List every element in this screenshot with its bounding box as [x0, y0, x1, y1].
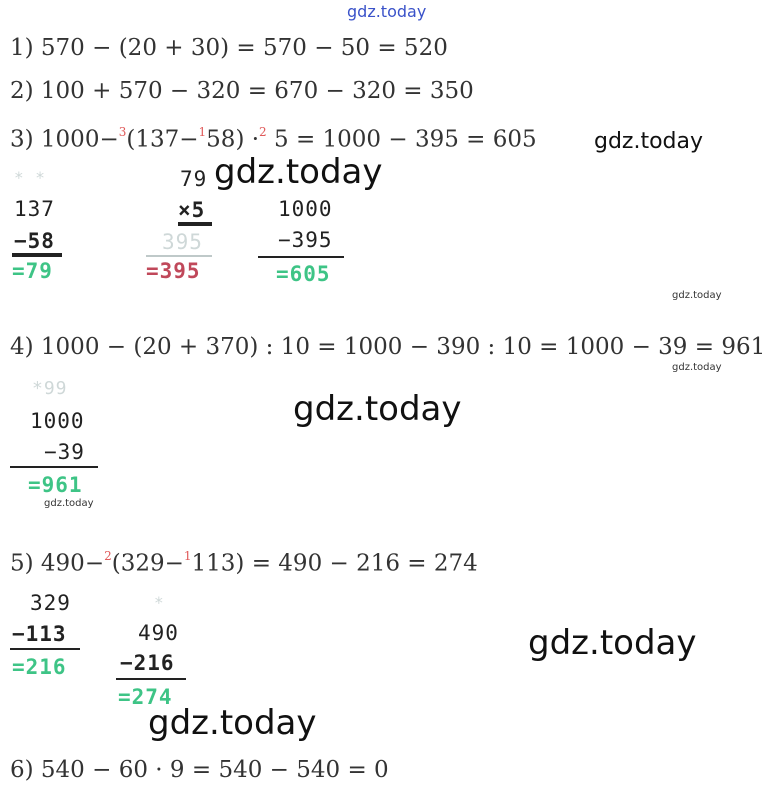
calc5-sub2-result: =274	[118, 685, 173, 709]
calc3-mul-line-2	[146, 255, 212, 257]
equation-2: 2) 100 + 570 − 320 = 670 − 320 = 350	[10, 78, 474, 104]
watermark-mid-1: gdz.today	[214, 152, 383, 192]
eq3-part-c: 58) ·	[206, 126, 260, 153]
watermark-small-3: gdz.today	[44, 498, 94, 509]
calc4-result: =961	[28, 473, 83, 497]
eq5-part-a: 5) 490−	[10, 550, 105, 577]
watermark-right-1: gdz.today	[594, 129, 704, 154]
watermark-bottom: gdz.today	[148, 703, 317, 743]
calc5-sub1-top: 329	[30, 591, 71, 615]
calc4-top: 1000	[30, 409, 85, 433]
calc5-sub2-bottom: −216	[120, 651, 175, 675]
calc5-sub2-line	[116, 678, 186, 680]
eq5-part-b: (329−	[111, 550, 184, 577]
calc3-sub2-result: =605	[276, 262, 331, 286]
watermark-right-2: gdz.today	[528, 623, 697, 663]
watermark-small-2: gdz.today	[672, 362, 722, 373]
calc4-bottom: −39	[44, 440, 85, 464]
calc3-sub1-marks: * *	[14, 168, 46, 187]
calc3-mul-faint: 395	[162, 230, 203, 254]
eq3-order-mark-3: 3	[118, 125, 127, 139]
calc3-mul-result: =395	[146, 259, 201, 283]
eq5-part-c: 113) = 490 − 216 = 274	[191, 550, 478, 577]
calc3-sub1-result: =79	[12, 259, 53, 283]
calc4-marks: *99	[32, 378, 68, 399]
equation-5	[10, 544, 478, 578]
calc5-sub1-line	[10, 648, 80, 650]
calc3-sub1-line	[12, 253, 62, 257]
eq5-order-mark-1: 1	[183, 549, 192, 563]
eq3-order-mark-1: 1	[198, 125, 207, 139]
calc3-sub2-line	[258, 256, 344, 258]
calc5-sub2-marks: *	[154, 593, 165, 612]
calc4-line	[10, 466, 98, 468]
watermark-top: gdz.today	[347, 2, 427, 21]
calc3-mul-line	[178, 222, 212, 226]
calc3-sub1-top: 137	[14, 197, 55, 221]
equation-4: 4) 1000 − (20 + 370) : 10 = 1000 − 390 : 10 = 1000 − 39 = 961	[10, 334, 766, 360]
calc3-sub1-bottom: −58	[14, 229, 55, 253]
eq3-part-a: 3) 1000−	[10, 126, 119, 153]
eq3-part-d: 5 = 1000 − 395 = 605	[266, 126, 537, 153]
calc3-sub2-bottom: −395	[278, 228, 333, 252]
eq5-order-mark-2: 2	[104, 549, 112, 563]
calc3-mul-bottom: ×5	[178, 198, 206, 222]
eq3-part-b: (137−	[126, 126, 199, 153]
calc5-sub1-bottom: −113	[12, 622, 67, 646]
calc3-sub2-top: 1000	[278, 197, 333, 221]
equation-1: 1) 570 − (20 + 30) = 570 − 50 = 520	[10, 35, 448, 61]
calc5-sub2-top: 490	[138, 621, 179, 645]
calc3-mul-top: 79	[180, 167, 208, 191]
equation-6: 6) 540 − 60 · 9 = 540 − 540 = 0	[10, 757, 389, 783]
watermark-mid-2: gdz.today	[293, 389, 462, 429]
watermark-small-1: gdz.today	[672, 290, 722, 301]
equation-3	[10, 120, 537, 154]
eq3-order-mark-2: 2	[259, 125, 267, 139]
calc5-sub1-result: =216	[12, 655, 67, 679]
